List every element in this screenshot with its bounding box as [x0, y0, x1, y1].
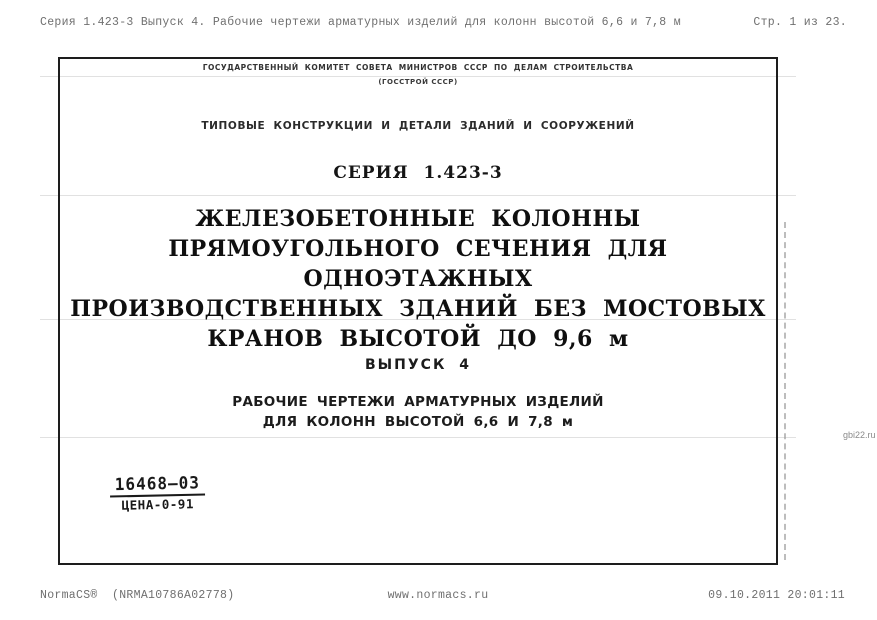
title-line: КРАНОВ ВЫСОТОЙ ДО 9,6 м	[207, 326, 629, 352]
stamp-price: ЦЕНА-0-91	[121, 496, 195, 513]
price-stamp	[110, 473, 206, 513]
collection-title: ТИПОВЫЕ КОНСТРУКЦИИ И ДЕТАЛИ ЗДАНИЙ И СООРУЖЕНИЙ	[201, 120, 635, 132]
series-number: СЕРИЯ 1.423-3	[333, 163, 503, 183]
stamp-catalog-number: 16468–03	[110, 472, 206, 497]
issue-number: ВЫПУСК 4	[364, 357, 472, 373]
committee-name: ГОСУДАРСТВЕННЫЙ КОМИТЕТ СОВЕТА МИНИСТРОВ СССР ПО ДЕЛАМ СТРОИТЕЛЬСТВА	[202, 63, 634, 72]
footer-normacs-url: www.normacs.ru	[387, 589, 489, 602]
footer-normacs-license: NormaCS® (NRMA10786A02778)	[40, 589, 235, 602]
site-watermark: gbi22.ru	[843, 430, 876, 440]
scan-artifact-dashed-line	[784, 222, 786, 560]
title-line: ПРОИЗВОДСТВЕННЫХ ЗДАНИЙ БЕЗ МОСТОВЫХ	[70, 296, 766, 322]
title-line: ПРЯМОУГОЛЬНОГО СЕЧЕНИЯ ДЛЯ ОДНОЭТАЖНЫХ	[168, 236, 668, 292]
footer-timestamp: 09.10.2011 20:01:11	[708, 589, 845, 602]
document-main-title	[58, 204, 778, 354]
subtitle-line: РАБОЧИЕ ЧЕРТЕЖИ АРМАТУРНЫХ ИЗДЕЛИЙ	[232, 394, 604, 410]
title-line: ЖЕЛЕЗОБЕТОННЫЕ КОЛОННЫ	[195, 206, 641, 232]
issue-subtitle	[58, 392, 778, 432]
committee-abbreviation: (ГОССТРОЙ СССР)	[378, 78, 458, 86]
header-document-reference: Серия 1.423-3 Выпуск 4. Рабочие чертежи арматурных изделий для колонн высотой 6,6 и 7,8 м	[40, 16, 681, 29]
header-page-number: Стр. 1 из 23.	[753, 16, 847, 29]
subtitle-line: ДЛЯ КОЛОНН ВЫСОТОЙ 6,6 И 7,8 м	[262, 414, 574, 430]
